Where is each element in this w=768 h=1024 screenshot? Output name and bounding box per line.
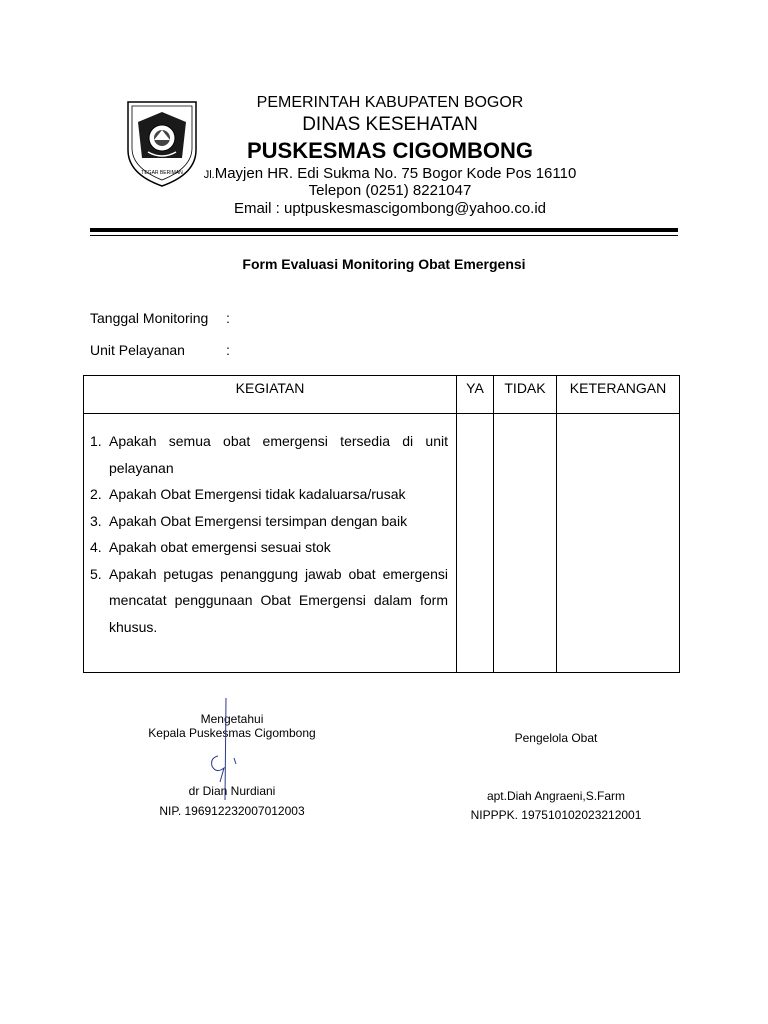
- sig-left-acknowledge: Mengetahui: [200, 712, 264, 726]
- logo-motto: TEGAR BERIMAN: [141, 170, 183, 176]
- field-label: Tanggal Monitoring: [90, 310, 209, 326]
- address-prefix: Jl.: [203, 169, 215, 181]
- puskesmas-logo: [126, 100, 198, 188]
- header-tidak: TIDAK: [494, 376, 557, 414]
- item-text: Apakah Obat Emergensi tersimpan dengan baik: [109, 512, 408, 529]
- monitoring-table: [83, 375, 680, 673]
- header-email: Email : uptpuskesmascigombong@yahoo.co.id: [233, 200, 547, 217]
- item-number: 4.: [90, 539, 102, 555]
- form-title: Form Evaluasi Monitoring Obat Emergensi: [242, 256, 526, 272]
- item-text: Apakah semua obat emergensi tersedia di unit pelayanan: [109, 433, 448, 476]
- kegiatan-list: [84, 414, 456, 640]
- sig-right-name: apt.Diah Angraeni,S.Farm: [486, 789, 626, 803]
- item-text: Apakah petugas penanggung jawab obat emergensi mencatat penggunaan Obat Emergensi dalam form khusus.: [109, 565, 448, 635]
- item-text: Apakah Obat Emergensi tidak kadaluarsa/rusak: [109, 486, 406, 502]
- table-header-row: [84, 376, 680, 414]
- field-tanggal-monitoring: [90, 310, 208, 326]
- field-unit-pelayanan: [90, 342, 185, 358]
- header-keterangan: KETERANGAN: [557, 376, 680, 414]
- item-text: Apakah obat emergensi sesuai stok: [109, 539, 331, 555]
- sig-right-title: Pengelola Obat: [514, 731, 598, 745]
- item-number: 2.: [90, 486, 102, 502]
- header-institution: PUSKESMAS CIGOMBONG: [246, 138, 534, 163]
- field-colon: :: [226, 310, 230, 326]
- address-text: Mayjen HR. Edi Sukma No. 75 Bogor Kode Pos 16110: [214, 165, 577, 182]
- header-government: PEMERINTAH KABUPATEN BOGOR: [256, 94, 524, 111]
- item-number: 1.: [90, 433, 102, 449]
- header-address: [200, 165, 580, 182]
- header-divider-thick: [90, 228, 678, 232]
- list-item: [90, 534, 448, 561]
- kegiatan-cell: [84, 414, 457, 673]
- keterangan-cell[interactable]: [557, 414, 680, 673]
- sig-left-title: Kepala Puskesmas Cigombong: [148, 726, 316, 740]
- list-item: [90, 481, 448, 508]
- item-number: 3.: [90, 512, 102, 529]
- list-item: [90, 428, 448, 481]
- sig-right-nip: NIPPPK. 197510102023212001: [470, 808, 642, 822]
- header-divider-thin: [90, 235, 678, 236]
- header-department: DINAS KESEHATAN: [302, 114, 478, 135]
- item-number: 5.: [90, 565, 102, 582]
- sig-left-nip: NIP. 196912232007012003: [159, 804, 305, 818]
- header-phone: Telepon (0251) 8221047: [308, 182, 472, 199]
- sig-left-name: dr Dian Nurdiani: [188, 784, 276, 798]
- ya-cell[interactable]: [457, 414, 494, 673]
- field-label: Unit Pelayanan: [90, 342, 185, 358]
- tidak-cell[interactable]: [494, 414, 557, 673]
- list-item: [90, 508, 448, 535]
- header-kegiatan: KEGIATAN: [84, 376, 457, 414]
- header-ya: YA: [457, 376, 494, 414]
- list-item: [90, 561, 448, 641]
- table-row: [84, 414, 680, 673]
- field-colon: :: [226, 342, 230, 358]
